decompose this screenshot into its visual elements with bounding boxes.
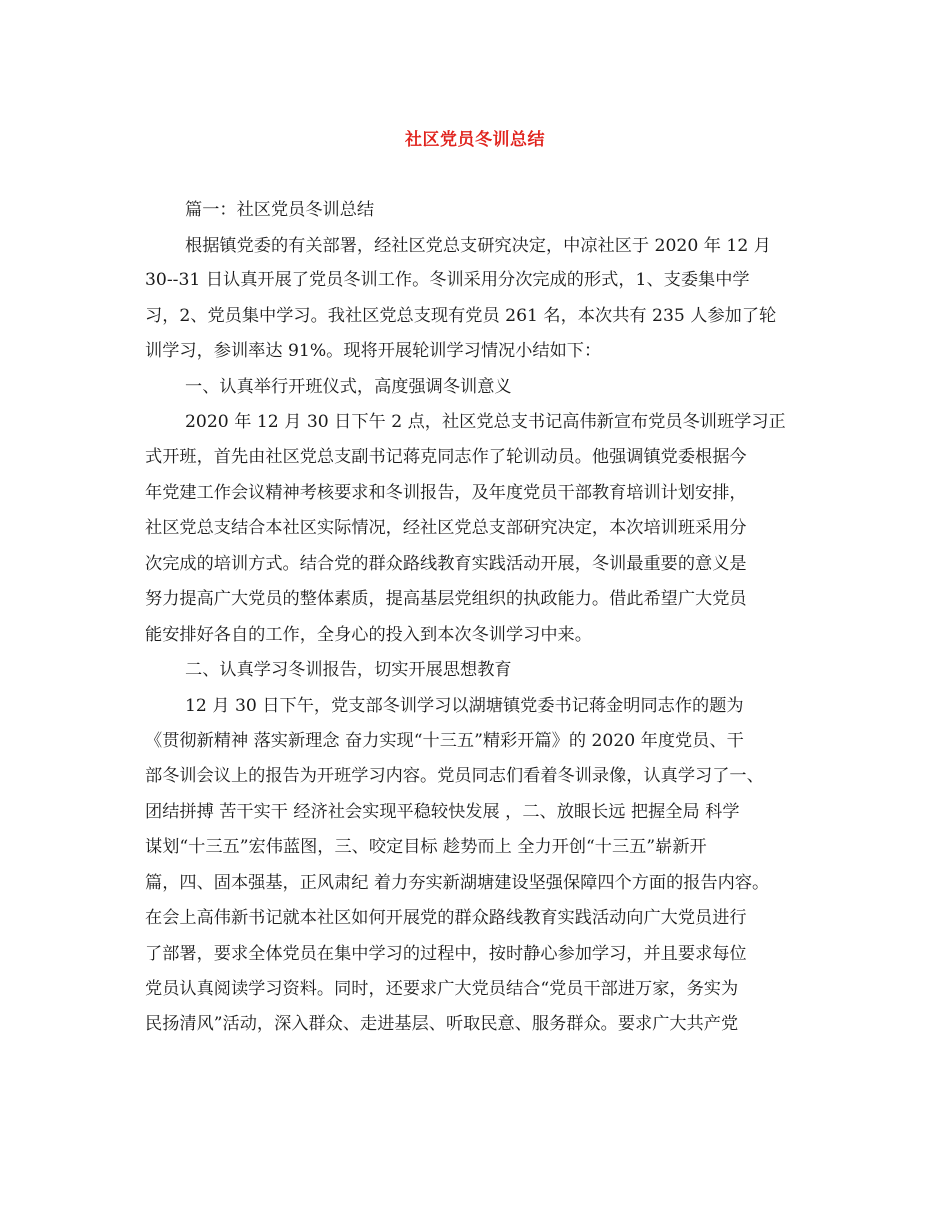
paragraph-line: 努力提高广大党员的整体素质，提高基层党组织的执政能力。借此希望广大党员 xyxy=(145,589,747,609)
paragraph-line: 习，2、党员集中学习。我社区党总支现有党员 261 名，本次共有 235 人参加了轮 xyxy=(145,306,777,326)
paragraph-line: 了部署，要求全体党员在集中学习的过程中，按时静心参加学习，并且要求每位 xyxy=(145,944,747,964)
paragraph-line: 年党建工作会议精神考核要求和冬训报告，及年度党员干部教育培训计划安排， xyxy=(145,483,747,503)
paragraph-line: 12 月 30 日下午，党支部冬训学习以湖塘镇党委书记蒋金明同志作的题为 xyxy=(185,696,744,716)
paragraph-line: 谋划“十三五”宏伟蓝图，三、咬定目标 趁势而上 全力开创“十三五”崭新开 xyxy=(145,837,707,857)
paragraph-line: 篇，四、固本强基，正风肃纪 着力夯实新湖塘建设坚强保障四个方面的报告内容。 xyxy=(145,873,770,893)
paragraph-line: 式开班，首先由社区党总支副书记蒋克同志作了轮训动员。他强调镇党委根据今 xyxy=(145,447,747,467)
section-heading: 一、认真举行开班仪式，高度强调冬训意义 xyxy=(185,377,512,397)
paragraph-line: 次完成的培训方式。结合党的群众路线教育实践活动开展，冬训最重要的意义是 xyxy=(145,554,747,574)
paragraph-line: 在会上高伟新书记就本社区如何开展党的群众路线教育实践活动向广大党员进行 xyxy=(145,908,747,928)
paragraph-line: 党员认真阅读学习资料。同时，还要求广大党员结合“党员干部进万家，务实为 xyxy=(145,979,739,999)
document-title: 社区党员冬训总结 xyxy=(405,130,545,150)
paragraph-line: 《贯彻新精神 落实新理念 奋力实现“十三五”精彩开篇》的 2020 年度党员、干 xyxy=(145,731,744,751)
paragraph-line: 社区党总支结合本社区实际情况，经社区党总支部研究决定，本次培训班采用分 xyxy=(145,518,747,538)
paragraph-line: 根据镇党委的有关部署，经社区党总支研究决定，中凉社区于 2020 年 12 月 xyxy=(185,236,771,256)
paragraph-line: 篇一：社区党员冬训总结 xyxy=(185,200,375,220)
paragraph-line: 30--31 日认真开展了党员冬训工作。冬训采用分次完成的形式，1、支委集中学 xyxy=(145,270,750,290)
paragraph-line: 民扬清风”活动，深入群众、走进基层、听取民意、服务群众。要求广大共产党 xyxy=(145,1014,739,1034)
section-heading: 二、认真学习冬训报告，切实开展思想教育 xyxy=(185,660,512,680)
paragraph-line: 部冬训会议上的报告为开班学习内容。党员同志们看着冬训录像，认真学习了一、 xyxy=(145,766,764,786)
paragraph-line: 训学习，参训率达 91%。现将开展轮训学习情况小结如下： xyxy=(145,341,602,361)
paragraph-line: 能安排好各自的工作，全身心的投入到本次冬训学习中来。 xyxy=(145,625,592,645)
paragraph-line: 团结拼搏 苦干实干 经济社会实现平稳较快发展 ，二、放眼长远 把握全局 科学 xyxy=(145,802,740,822)
paragraph-line: 2020 年 12 月 30 日下午 2 点，社区党总支书记高伟新宣布党员冬训班学习正 xyxy=(185,412,786,432)
